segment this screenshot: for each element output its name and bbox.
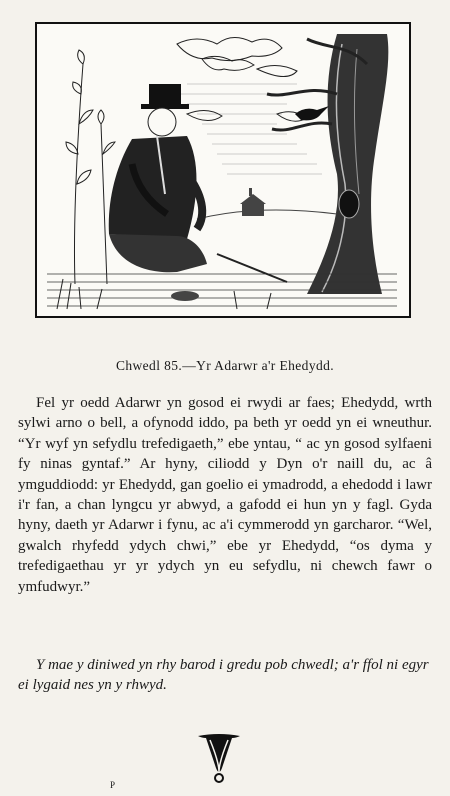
tailpiece-ornament-icon (196, 732, 242, 784)
fable-illustration (35, 22, 411, 318)
engraving-image (37, 24, 409, 316)
signature-mark: P (110, 780, 116, 790)
fable-moral: Y mae y diniwed yn rhy barod i gredu pob chwedl; a'r ffol ni egyr ei lygaid nes yn y rhwyd. (18, 657, 429, 694)
fable-title: Chwedl 85.—Yr Adarwr a'r Ehedydd. (115, 358, 335, 373)
fable-body: Fel yr oedd Adarwr yn gosod ei rwydi ar faes; Ehedydd, wrth sylwi arno o bell, a ofynodd iddo, pa beth yr oedd yn ei wneuthur. “Yr wyf yn sefydlu trefedigaeth,” ebe yntau, “ ac yn gosod sylfaeni fy ninas gyntaf.” Ar hyny, ciliodd y Dyn o'r naill du, ac â ymguddiodd: yr Ehedydd, gan goelio ei ymadrodd, a ehedodd i lawr i'r fan, a chan lyngcu yr abwyd, a gafodd ei hun yn y fagl. Gyda hyny, daeth yr Adarwr i fynu, ac a'i cymmerodd yn garcharor. “Wel, gwalch rhyfedd ydych chwi,” ebe yr Ehedydd, “os dyma y trefedigaethau yr yr ydych yn eu sefydlu, ni chewch fawr o ymfudwyr.” (18, 395, 432, 595)
